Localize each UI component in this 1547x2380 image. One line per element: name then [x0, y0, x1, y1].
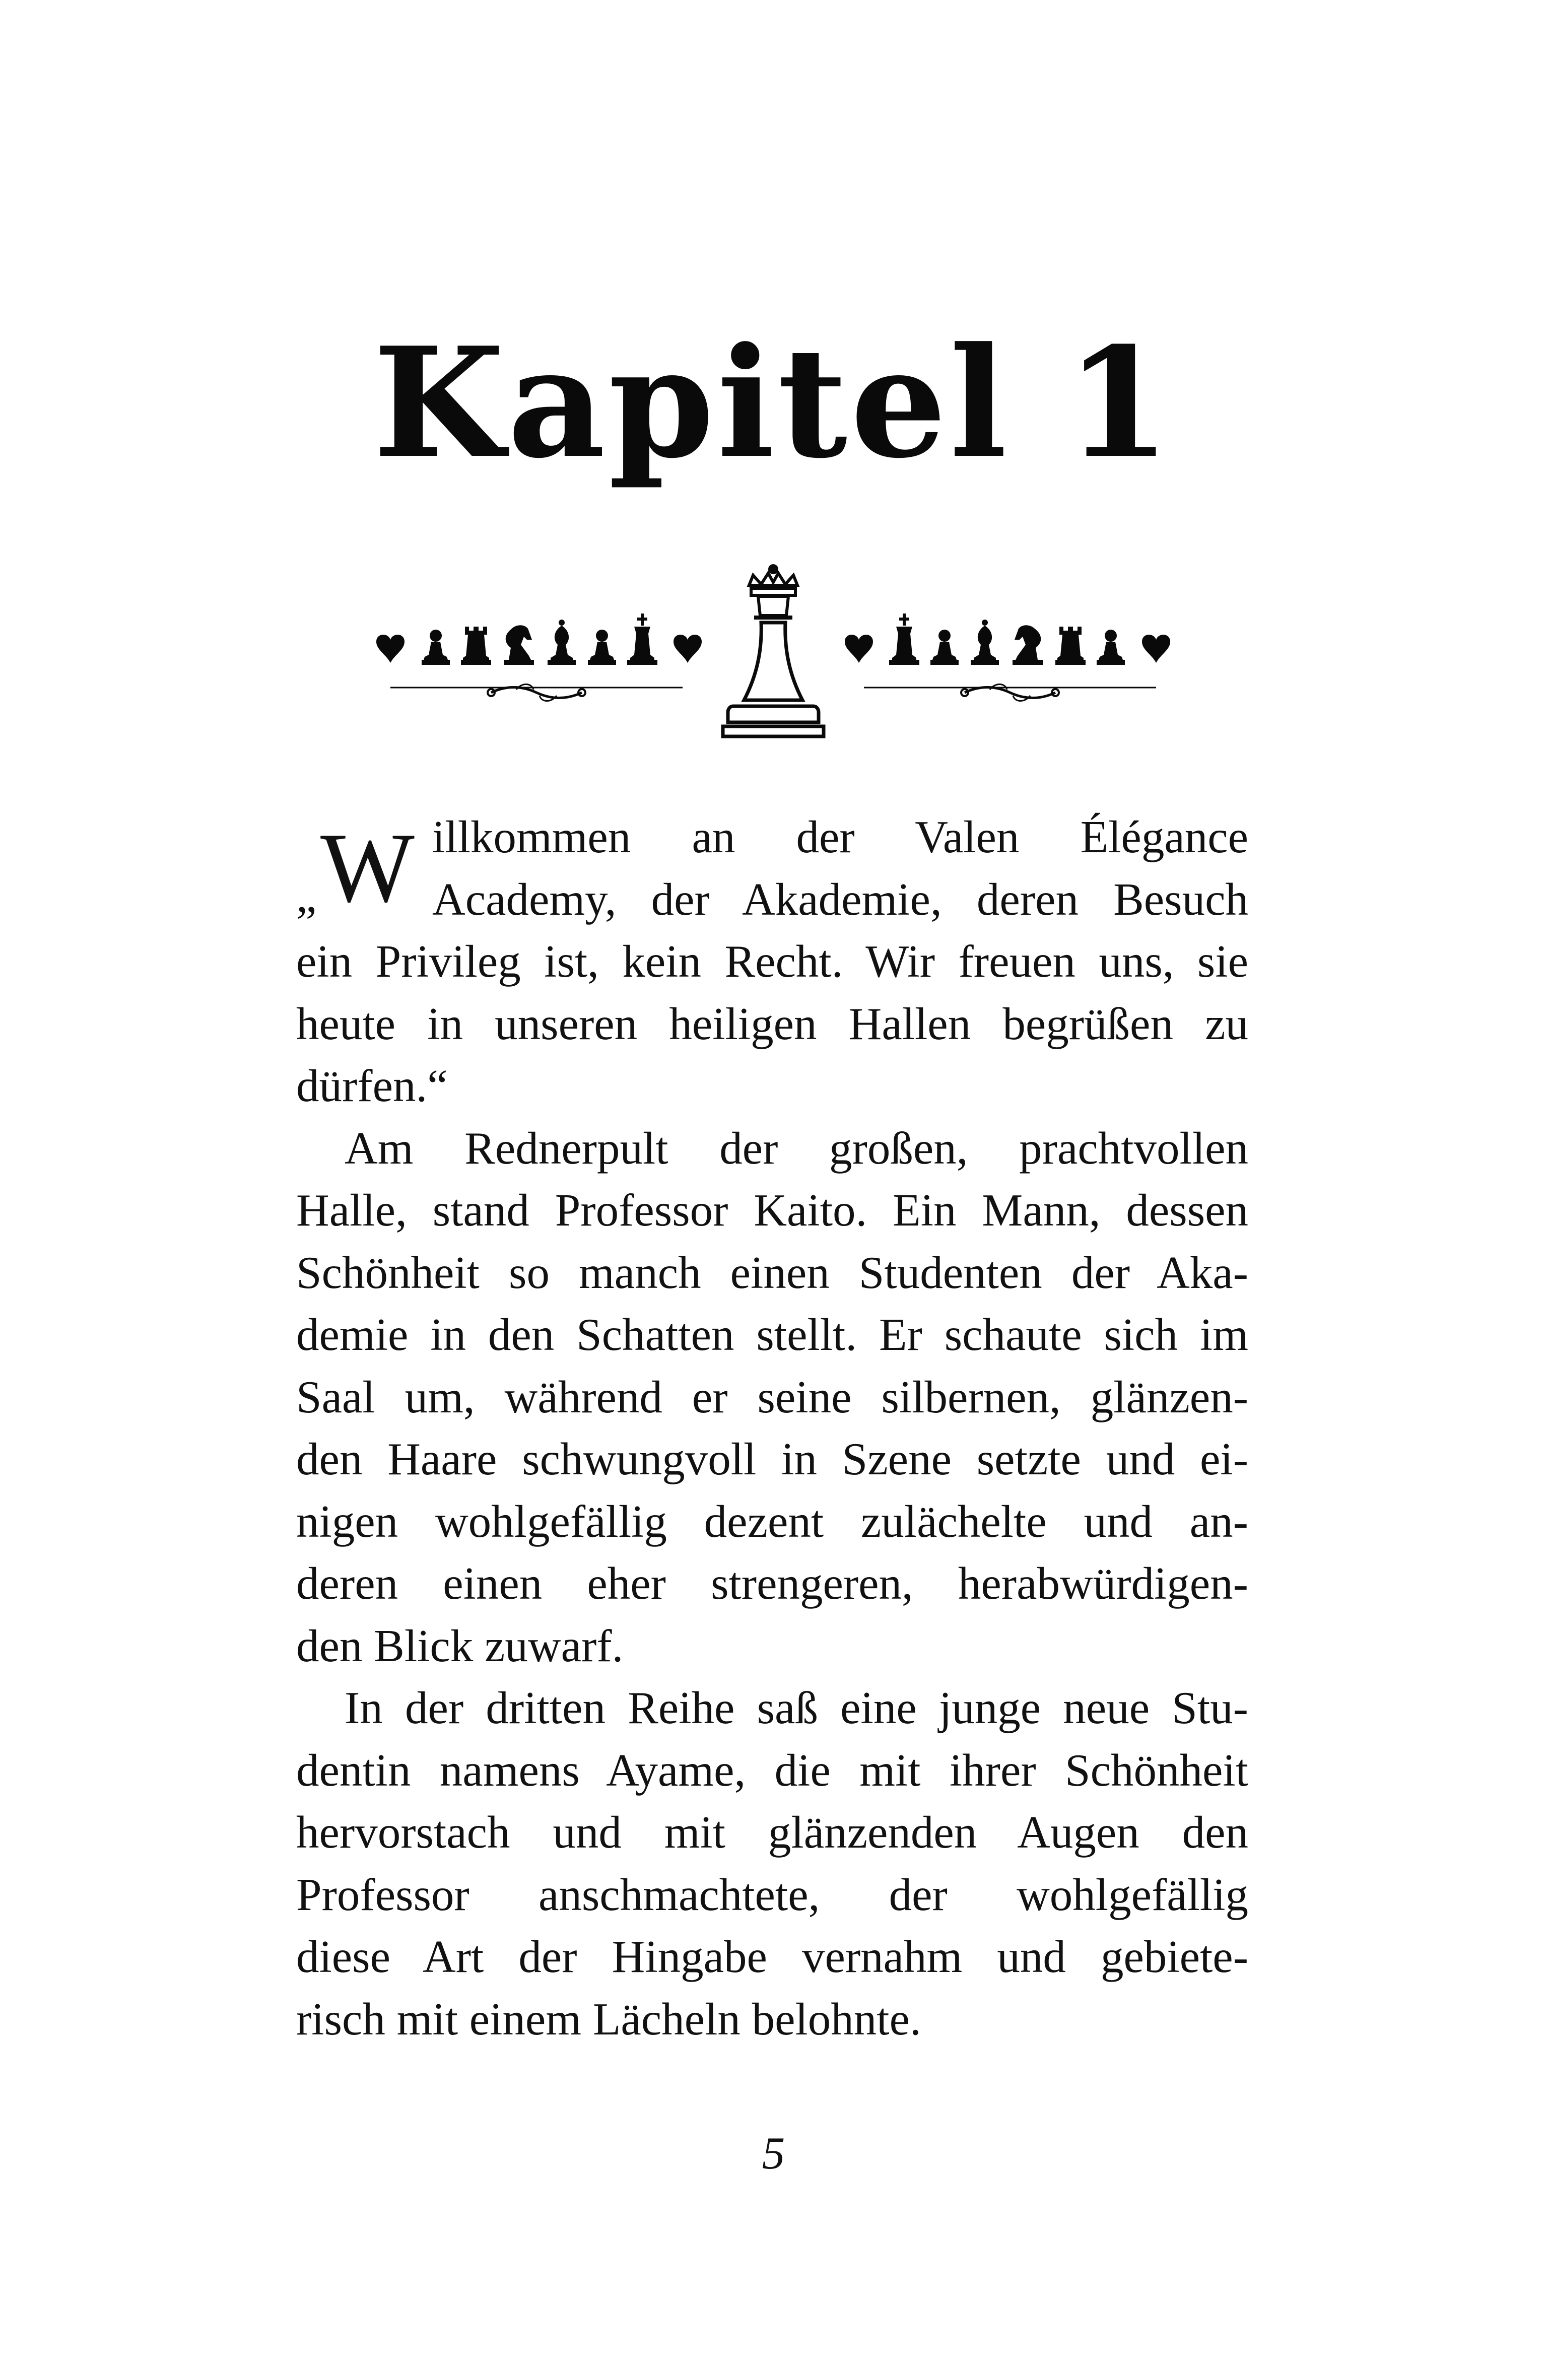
- heart-icon: [1142, 635, 1170, 663]
- opening-quote: „: [296, 871, 317, 922]
- chess-bishop-icon: [971, 620, 999, 665]
- chess-rook-icon: [461, 627, 491, 665]
- swirl-ornament-left: [488, 685, 585, 701]
- heart-icon: [376, 635, 405, 663]
- heart-icon: [845, 635, 873, 663]
- chess-pawn-icon: [588, 630, 616, 665]
- paragraph-3: [296, 1677, 1248, 2050]
- chess-pawn-icon: [930, 630, 959, 665]
- text-line: Professor anschmachtete, der wohlgefällig: [296, 1869, 1248, 1920]
- chapter-text: [296, 806, 1248, 2050]
- chess-knight-icon: [504, 625, 534, 665]
- text-line: hervorstach und mit glänzenden Augen den: [296, 1807, 1248, 1858]
- chess-pawn-icon: [422, 630, 450, 665]
- text-line: Halle, stand Professor Kaito. Ein Mann, dessen: [296, 1185, 1248, 1236]
- chess-pawn-icon: [1097, 630, 1125, 665]
- paragraph-1: [296, 806, 1248, 1117]
- chapter-title: Kapitel 1: [373, 314, 1174, 492]
- text-line: ein Privileg ist, kein Recht. Wir freuen uns, sie: [296, 936, 1248, 987]
- text-line: demie in den Schatten stellt. Er schaute sich im: [296, 1309, 1248, 1360]
- text-line: Am Rednerpult der großen, prachtvollen: [345, 1122, 1248, 1174]
- chess-rook-icon: [1055, 627, 1086, 665]
- text-line: heute in unseren heiligen Hallen begrüßen zu: [296, 998, 1248, 1049]
- text-line: den Haare schwungvoll in Szene setzte und ei-: [296, 1434, 1248, 1484]
- text-line: Academy, der Akademie, deren Besuch: [432, 873, 1248, 925]
- text-line: diese Art der Hingabe vernahm und gebiete-: [296, 1931, 1248, 1982]
- text-line: den Blick zuwarf.: [296, 1620, 624, 1671]
- chess-bishop-icon: [548, 620, 576, 665]
- paragraph-2: [296, 1117, 1248, 1677]
- chess-knight-icon: [1013, 625, 1043, 665]
- chess-king-icon: [627, 614, 657, 665]
- text-line: dentin namens Ayame, die mit ihrer Schönheit: [296, 1744, 1248, 1796]
- swirl-ornament-right: [961, 685, 1059, 701]
- text-line: illkommen an der Valen Élégance: [432, 811, 1248, 862]
- drop-cap: W: [320, 812, 415, 923]
- text-line: nigen wohlgefällig dezent zulächelte und an-: [296, 1495, 1248, 1547]
- chess-ornament: [370, 549, 1176, 751]
- heart-icon: [674, 635, 702, 663]
- page-number: 5: [762, 2128, 785, 2179]
- text-line: deren einen eher strengeren, herabwürdigen-: [296, 1558, 1248, 1609]
- text-line: dürfen.“: [296, 1060, 448, 1111]
- text-line: risch mit einem Lächeln belohnte.: [296, 1993, 921, 2045]
- text-line: Schönheit so manch einen Studenten der Aka-: [296, 1247, 1248, 1298]
- chess-queen-icon: [723, 564, 824, 736]
- chess-king-icon: [889, 614, 919, 665]
- text-line: Saal um, während er seine silbernen, glänzen-: [296, 1371, 1248, 1422]
- text-line: In der dritten Reihe saß eine junge neue Stu-: [345, 1682, 1248, 1733]
